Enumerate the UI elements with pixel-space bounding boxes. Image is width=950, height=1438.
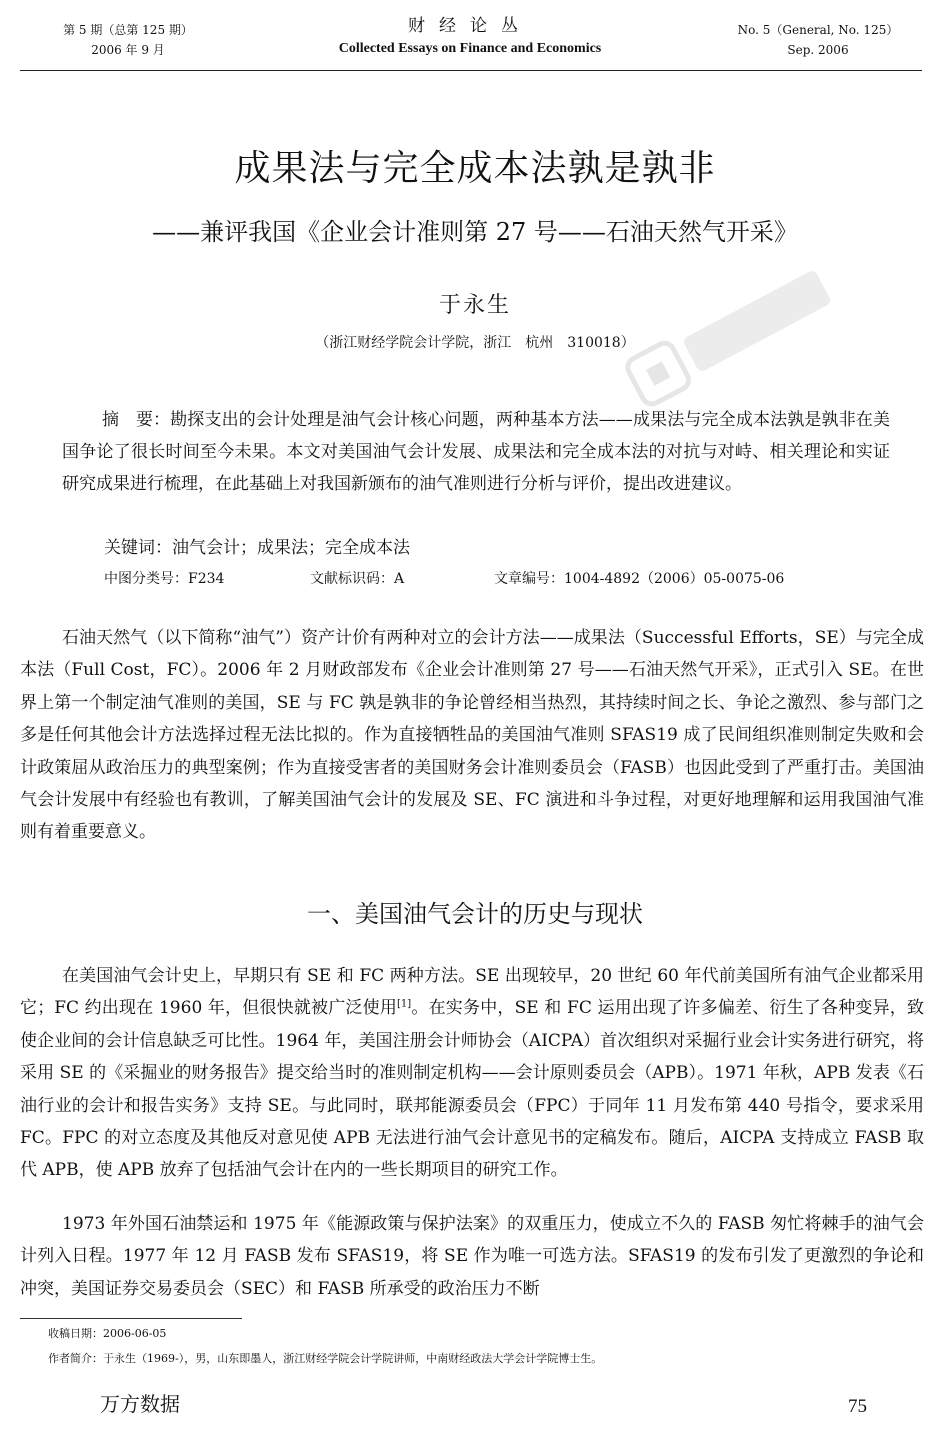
article-subtitle: ——兼评我国《企业会计准则第 27 号——石油天然气开采》 [152, 218, 798, 246]
abstract-text: 勘探支出的会计处理是油气会计核心问题，两种基本方法——成果法与完全成本法孰是孰非在美国争论了很长时间至今未果。本文对美国油气会计发展、成果法和完全成本法的对抗与对峙、相关理论和实证研究成果进行梳理，在此基础上对我国新颁布的油气准则进行分析与评价，提出改进建议。 [62, 410, 890, 494]
classification-line [104, 568, 864, 590]
header-rule [20, 70, 922, 71]
journal-name-cn: 财经论丛 [408, 16, 532, 36]
keywords: 关键词：油气会计；成果法；完全成本法 [104, 538, 410, 558]
issue-info [48, 20, 208, 60]
source-watermark-text: 万方数据 [100, 1392, 180, 1416]
section-heading: 一、美国油气会计的历史与现状 [307, 900, 643, 928]
article-number: 文章编号：1004-4892（2006）05-0075-06 [494, 571, 785, 587]
journal-name-en: Collected Essays on Finance and Economics [338, 41, 602, 56]
abstract-label: 摘 要： [102, 410, 170, 430]
body-paragraph-history [20, 960, 924, 1187]
clc-number: 中图分类号：F234 [104, 571, 225, 587]
footnote-received-date: 收稿日期：2006-06-05 [48, 1327, 167, 1340]
body-paragraph-intro: 石油天然气（以下简称“油气”）资产计价有两种对立的会计方法——成果法（Successful Efforts，SE）与完全成本法（Full Cost，FC）。2006 年 2 月财政部发布《企业会计准则第 27 号——石油天然气开采》，正式引入 SE。在世界上第一个制定油气准则的美国，SE 与 FC 孰是孰非的争论曾经相当热烈，其持续时间之长、争论之激烈、参与部门之多是任何其他会计方法选择过程无法比拟的。作为直接牺牲品的美国油气准则 SFAS19 成了民间组织准则制定失败和会计政策屈从政治压力的典型案例；作为直接受害者的美国财务会计准则委员会（FASB）也因此受到了严重打击。美国油气会计发展中有经验也有教训，了解美国油气会计的发展及 SE、FC 演进和斗争过程，对更好地理解和运用我国油气准则有着重要意义。 [20, 628, 924, 843]
article-title: 成果法与完全成本法孰是孰非 [234, 148, 716, 189]
paragraph-text: 在美国油气会计史上，早期只有 SE 和 FC 两种方法。SE 出现较早，20 世纪 60 年代前美国所有油气企业都采用它；FC 约出现在 1960 年，但很快就被广泛使用 [20, 966, 924, 1019]
abstract [62, 404, 890, 500]
issue-date-en: Sep. 2006 [787, 43, 849, 57]
paragraph-text: 。在实务中，SE 和 FC 运用出现了许多偏差、衍生了各种变异，致使企业间的会计信息缺乏可比性。1964 年，美国注册会计师协会（AICPA）首次组织对采掘行业会计实务进行研究，将采用 SE 的《采掘业的财务报告》提交给当时的准则制定机构——会计原则委员会（APB）。1971 年秋，APB 发表《石油行业的会计和报告实务》支持 SE。与此同时，联邦能源委员会（FPC）于同年 11 月发布第 440 号指令，要求采用 FC。FPC 的对立态度及其他反对意见使 APB 无法进行油气会计意见书的定稿发布。随后，AICPA 支持成立 FASB 取代 APB，使 APB 放弃了包括油气会计在内的一些长期项目的研究工作。 [20, 998, 924, 1181]
page-number: 75 [848, 1396, 867, 1417]
body-paragraph-fasb: 1973 年外国石油禁运和 1975 年《能源政策与保护法案》的双重压力，使成立不久的 FASB 匆忙将棘手的油气会计列入日程。1977 年 12 月 FASB 发布 SFAS19，将 SE 作为唯一可选方法。SFAS19 的发布引发了更激烈的争论和冲突，美国证券交易委员会（SEC）和 FASB 所承受的政治压力不断 [20, 1214, 924, 1299]
footnote-author-bio: 作者简介：于永生（1969-），男，山东即墨人，浙江财经学院会计学院讲师，中南财经政法大学会计学院博士生。 [48, 1352, 603, 1365]
author-name: 于永生 [438, 293, 511, 318]
issue-date: 2006 年 9 月 [91, 43, 165, 57]
footnote-rule [20, 1318, 242, 1319]
issue-info-en [718, 20, 918, 60]
issue-number-en: No. 5（General, No. 125） [737, 23, 899, 37]
citation-reference: [1] [397, 998, 412, 1010]
author-affiliation: （浙江财经学院会计学院，浙江 杭州 310018） [315, 335, 635, 351]
document-code: 文献标识码：A [310, 571, 405, 587]
journal-name [290, 14, 650, 60]
issue-number: 第 5 期（总第 125 期） [63, 23, 193, 37]
